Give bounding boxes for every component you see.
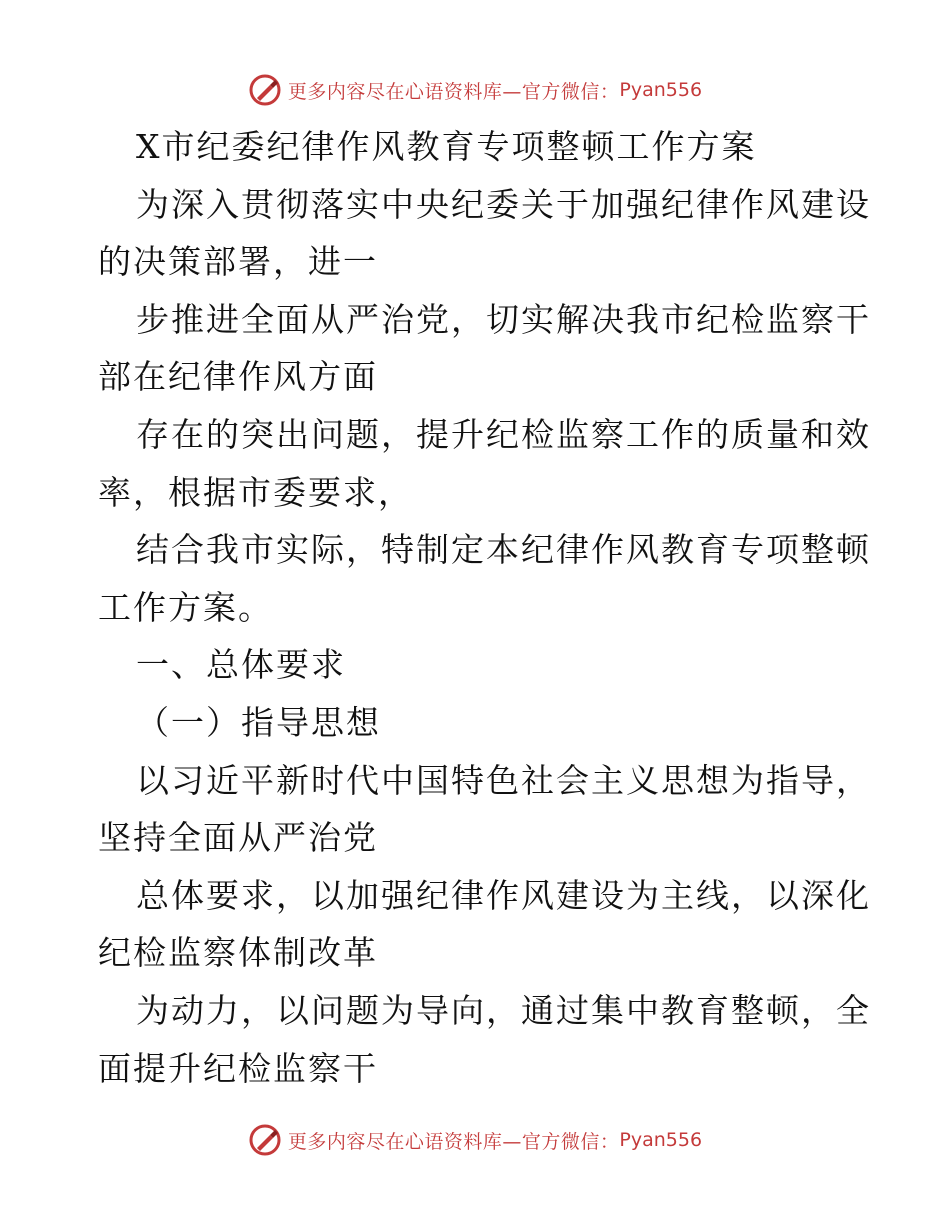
paragraph-line: 结合我市实际，特制定本纪律作风教育专项整顿 bbox=[136, 530, 871, 570]
paragraph-line: 率，根据市委要求， bbox=[98, 472, 413, 512]
header-banner bbox=[0, 70, 950, 110]
pen-circle-logo-icon bbox=[248, 1123, 282, 1157]
paragraph-line: 坚持全面从严治党 bbox=[98, 818, 378, 858]
wechat-id: Pyan556 bbox=[619, 1129, 703, 1151]
banner-text: 更多内容尽在心语资料库—官方微信： bbox=[287, 1130, 620, 1153]
paragraph-line: 以习近平新时代中国特色社会主义思想为指导， bbox=[136, 760, 871, 800]
paragraph-line: 部在纪律作风方面 bbox=[98, 357, 378, 397]
paragraph-line: X市纪委纪律作风教育专项整顿工作方案 bbox=[136, 127, 757, 166]
paragraph-line: 面提升纪检监察干 bbox=[98, 1048, 378, 1088]
paragraph-line: 工作方案。 bbox=[98, 587, 273, 627]
pen-circle-logo-icon bbox=[248, 73, 282, 107]
paragraph-line: 为深入贯彻落实中央纪委关于加强纪律作风建设 bbox=[136, 184, 871, 224]
paragraph-line: 一、总体要求 bbox=[136, 645, 346, 685]
footer-banner bbox=[0, 1120, 950, 1160]
paragraph-line: 存在的突出问题，提升纪检监察工作的质量和效 bbox=[136, 414, 871, 454]
wechat-id: Pyan556 bbox=[619, 79, 703, 101]
paragraph-line: 总体要求，以加强纪律作风建设为主线，以深化 bbox=[136, 875, 871, 915]
paragraph-line: 为动力，以问题为导向，通过集中教育整顿，全 bbox=[136, 990, 871, 1030]
paragraph-line: 步推进全面从严治党，切实解决我市纪检监察干 bbox=[136, 299, 871, 339]
document-body bbox=[98, 118, 871, 1097]
banner-text: 更多内容尽在心语资料库—官方微信： bbox=[287, 80, 620, 103]
paragraph-line: （一）指导思想 bbox=[136, 702, 381, 742]
paragraph-line: 纪检监察体制改革 bbox=[98, 933, 378, 973]
paragraph-line: 的决策部署，进一 bbox=[98, 242, 378, 282]
